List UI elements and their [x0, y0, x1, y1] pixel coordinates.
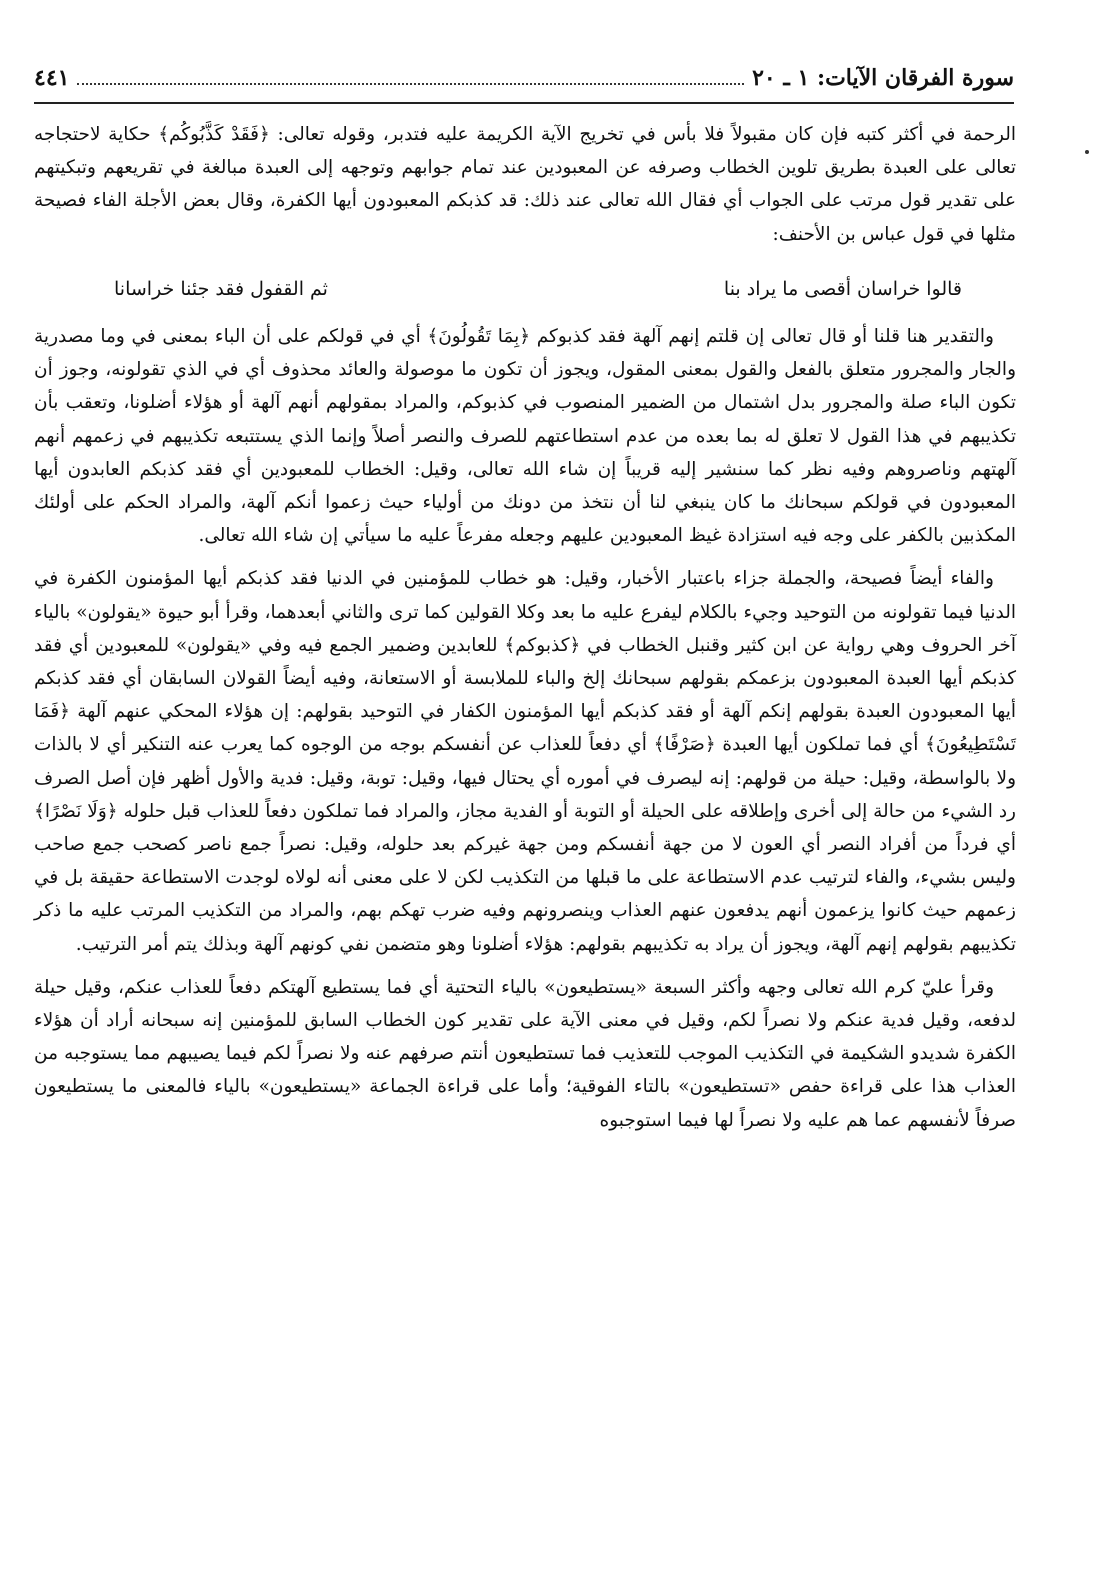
body-text: [34, 118, 1016, 1147]
verse-first-hemistich: قالوا خراسان أقصى ما يراد بنا: [723, 277, 962, 300]
poetry-verse: [34, 261, 1016, 320]
header-dot-leader: [77, 71, 744, 85]
header-rule: [34, 102, 1014, 104]
page-number: ٤٤١: [34, 65, 70, 91]
verse-second-hemistich: ثم القفول فقد جئنا خراسانا: [114, 277, 328, 300]
header-title: سورة الفرقان الآيات: ١ ـ ٢٠: [752, 65, 1014, 91]
paragraph-1: الرحمة في أكثر كتبه فإن كان مقبولاً فلا بأس في تخريج الآية الكريمة عليه فتدبر، وقوله تعالى: ﴿فَقَدْ كَذَّبُوكُم﴾ حكاية لاحتجاجه تعالى على العبدة بطريق تلوين الخطاب وصرفه عن المعبودين عند تمام جوابهم وتوجهه إلى العبدة مبالغة في تقريعهم وتبكيتهم على تقدير قول مرتب على الجواب أي فقال الله تعالى عند ذلك: قد كذبكم المعبودون أيها الكفرة، وقال بعض الأجلة الفاء فصيحة مثلها في قول عباس بن الأحنف:: [34, 124, 1016, 245]
margin-mark: [1085, 150, 1089, 154]
paragraph-2: والتقدير هنا قلنا أو قال تعالى إن قلتم إنهم آلهة فقد كذبوكم ﴿بِمَا تَقُولُونَ﴾ أي في قولكم على أن الباء بمعنى في وما مصدرية والجار والمجرور متعلق بالفعل والقول بمعنى المقول، ويجوز أن تكون ما موصولة والعائد محذوف أي في الذي تقولونه، وجوز أن تكون الباء صلة والمجرور بدل اشتمال من الضمير المنصوب في كذبوكم، والمراد بمقولهم أنهم آلهة أو هؤلاء أضلونا، وتعقب بأن تكذيبهم في هذا القول لا تعلق له بما بعده من عدم استطاعتهم للصرف والنصر أصلاً وإنما الذي يستتبعه تكذيبهم في زعمهم أنهم آلهتهم وناصروهم وفيه نظر كما سنشير إليه قريباً إن شاء الله تعالى، وقيل: الخطاب للمعبودين أي فقد كذبكم العابدون أيها المعبودون في قولكم سبحانك ما كان ينبغي لنا أن نتخذ من دونك من أولياء حيث زعموا أنكم آلهة، والمراد الحكم على أولئك المكذبين بالكفر على وجه فيه استزادة غيظ المعبودين عليهم وجعله مفرعاً عليه ما سيأتي إن شاء الله تعالى.: [34, 326, 1016, 547]
paragraph-3: والفاء أيضاً فصيحة، والجملة جزاء باعتبار الأخبار، وقيل: هو خطاب للمؤمنين في الدنيا فقد كذبكم أيها المؤمنون الكفرة في الدنيا فيما تقولونه من التوحيد وجيء بالكلام ليفرع عليه ما بعد وكلا القولين كما ترى والثاني أبعدهما، وقرأ أبو حيوة «يقولون» بالياء آخر الحروف وهي رواية عن ابن كثير وقنبل الخطاب في ﴿كذبوكم﴾ للعابدين وضمير الجمع فيه وفي «يقولون» للمعبودين أي فقد كذبكم أيها العبدة المعبودون بزعمكم بقولهم سبحانك إلخ والباء للملابسة أو الاستعانة، وفيه أيضاً القولان السابقان أي فقد كذبكم أيها المعبودون العبدة بقولهم إنكم آلهة أو فقد كذبكم أيها المؤمنون الكفار في التوحيد بقولهم: إن هؤلاء المحكي عنهم آلهة ﴿فَمَا تَسْتَطِيعُونَ﴾ أي فما تملكون أيها العبدة ﴿صَرْفًا﴾ أي دفعاً للعذاب عن أنفسكم بوجه من الوجوه كما يعرب عنه التنكير أي لا بالذات ولا بالواسطة، وقيل: حيلة من قولهم: إنه ليصرف في أموره أي يحتال فيها، وقيل: توبة، وقيل: فدية والأول أظهر فإن أصل الصرف رد الشيء من حالة إلى أخرى وإطلاقه على الحيلة أو التوبة أو الفدية مجاز، والمراد فما تملكون دفعاً للعذاب قبل حلوله ﴿وَلَا نَصْرًا﴾ أي فرداً من أفراد النصر أي العون لا من جهة أنفسكم ومن جهة غيركم بعد حلوله، وقيل: نصراً جمع ناصر كصحب جمع صاحب وليس بشيء، والفاء لترتيب عدم الاستطاعة على ما قبلها من التكذيب لكن لا على معنى أنه لولاه لوجدت الاستطاعة حقيقة بل في زعمهم حيث كانوا يزعمون أنهم يدفعون عنهم العذاب وينصرونهم وفيه ضرب تهكم بهم، والمراد من التكذيب المرتب عليه ما ذكر تكذيبهم بقولهم إنهم آلهة، ويجوز أن يراد به تكذيبهم بقولهم: هؤلاء أضلونا وهو متضمن نفي كونهم آلهة وبذلك يتم أمر الترتيب.: [34, 568, 1016, 955]
paragraph-4: وقرأ عليّ كرم الله تعالى وجهه وأكثر السبعة «يستطيعون» بالياء التحتية أي فما يستطيع آلهتكم دفعاً للعذاب عنكم، وقيل حيلة لدفعه، وقيل فدية عنكم ولا نصراً لكم، وقيل في معنى الآية على تقدير كون الخطاب السابق للمؤمنين إنه سبحانه أراد أن هؤلاء الكفرة شديدو الشكيمة في التكذيب الموجب للتعذيب فما تستطيعون أنتم صرفهم عنه ولا نصراً لكم فيما يصيبهم مما يستوجبه من العذاب هذا على قراءة حفص «تستطيعون» بالتاء الفوقية؛ وأما على قراءة الجماعة «يستطيعون» بالياء فالمعنى ما يستطيعون صرفاً لأنفسهم عما هم عليه ولا نصراً لها فيما استوجبوه: [34, 976, 1016, 1131]
running-header: [34, 58, 1014, 98]
